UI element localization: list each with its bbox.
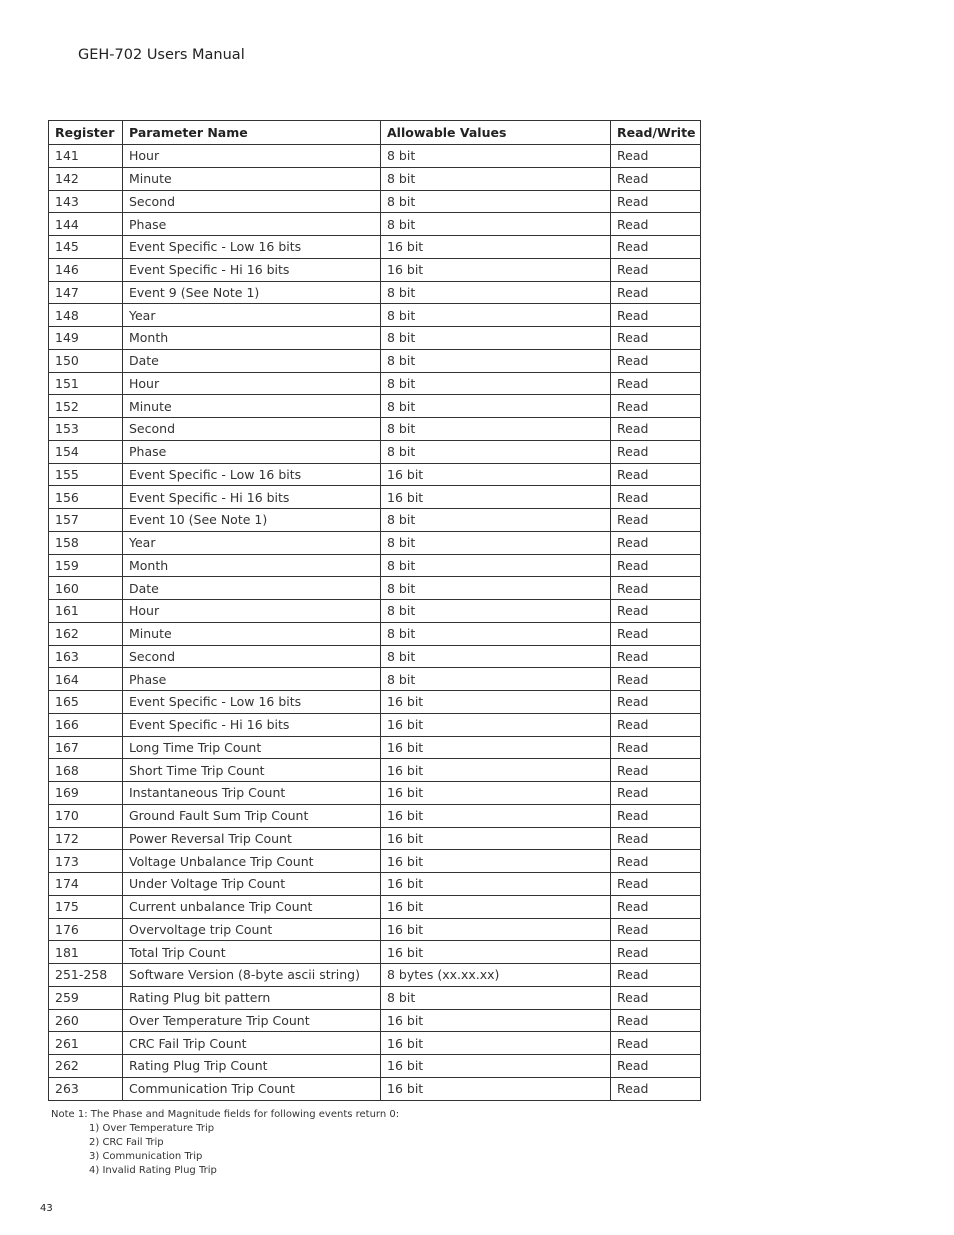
cell-read-write: Read (611, 258, 701, 281)
table-row (49, 236, 701, 259)
cell-parameter-name: Second (123, 418, 381, 441)
cell-allowable-values: 16 bit (381, 691, 611, 714)
cell-parameter-name: Month (123, 554, 381, 577)
table-row (49, 782, 701, 805)
cell-parameter-name: Phase (123, 213, 381, 236)
notes-section (51, 1108, 399, 1178)
cell-parameter-name: Over Temperature Trip Count (123, 1009, 381, 1032)
cell-parameter-name: Minute (123, 395, 381, 418)
column-header-parameter-name: Parameter Name (123, 121, 381, 145)
cell-allowable-values: 16 bit (381, 736, 611, 759)
register-table (48, 120, 701, 1101)
cell-parameter-name: Hour (123, 145, 381, 168)
cell-read-write: Read (611, 463, 701, 486)
cell-read-write: Read (611, 918, 701, 941)
cell-read-write: Read (611, 622, 701, 645)
page-number: 43 (40, 1203, 53, 1214)
cell-allowable-values: 8 bit (381, 145, 611, 168)
cell-allowable-values: 8 bit (381, 418, 611, 441)
table-row (49, 509, 701, 532)
table-row (49, 873, 701, 896)
cell-read-write: Read (611, 759, 701, 782)
cell-allowable-values: 16 bit (381, 236, 611, 259)
cell-register: 166 (49, 713, 123, 736)
cell-read-write: Read (611, 1055, 701, 1078)
cell-register: 148 (49, 304, 123, 327)
table-row (49, 713, 701, 736)
table-row (49, 1032, 701, 1055)
table-row (49, 804, 701, 827)
table-row (49, 1009, 701, 1032)
cell-allowable-values: 16 bit (381, 782, 611, 805)
cell-allowable-values: 8 bit (381, 509, 611, 532)
column-header-read-write: Read/Write (611, 121, 701, 145)
table-row (49, 691, 701, 714)
table-header-row (49, 121, 701, 145)
cell-register: 153 (49, 418, 123, 441)
cell-register: 165 (49, 691, 123, 714)
cell-read-write: Read (611, 804, 701, 827)
table-row (49, 349, 701, 372)
cell-allowable-values: 16 bit (381, 804, 611, 827)
cell-register: 157 (49, 509, 123, 532)
cell-register: 169 (49, 782, 123, 805)
cell-register: 263 (49, 1077, 123, 1100)
cell-register: 154 (49, 440, 123, 463)
table-row (49, 327, 701, 350)
cell-allowable-values: 16 bit (381, 713, 611, 736)
cell-register: 163 (49, 645, 123, 668)
table-row (49, 1055, 701, 1078)
table-row (49, 281, 701, 304)
table-row (49, 622, 701, 645)
cell-register: 146 (49, 258, 123, 281)
cell-read-write: Read (611, 986, 701, 1009)
cell-read-write: Read (611, 486, 701, 509)
cell-read-write: Read (611, 554, 701, 577)
page-header-title: GEH-702 Users Manual (78, 47, 245, 63)
cell-register: 155 (49, 463, 123, 486)
table-row (49, 941, 701, 964)
cell-read-write: Read (611, 577, 701, 600)
cell-parameter-name: Software Version (8-byte ascii string) (123, 964, 381, 987)
cell-allowable-values: 8 bit (381, 645, 611, 668)
cell-read-write: Read (611, 713, 701, 736)
cell-parameter-name: Overvoltage trip Count (123, 918, 381, 941)
table-row (49, 827, 701, 850)
cell-register: 174 (49, 873, 123, 896)
cell-read-write: Read (611, 349, 701, 372)
note-item: 1) Over Temperature Trip (89, 1123, 215, 1134)
table-row (49, 258, 701, 281)
cell-register: 144 (49, 213, 123, 236)
cell-register: 161 (49, 600, 123, 623)
cell-allowable-values: 8 bit (381, 213, 611, 236)
cell-allowable-values: 16 bit (381, 258, 611, 281)
cell-register: 175 (49, 895, 123, 918)
table-row (49, 463, 701, 486)
cell-allowable-values: 8 bit (381, 327, 611, 350)
cell-read-write: Read (611, 782, 701, 805)
cell-allowable-values: 16 bit (381, 918, 611, 941)
cell-register: 156 (49, 486, 123, 509)
cell-allowable-values: 8 bit (381, 600, 611, 623)
cell-read-write: Read (611, 1077, 701, 1100)
cell-allowable-values: 16 bit (381, 873, 611, 896)
cell-allowable-values: 8 bit (381, 986, 611, 1009)
cell-parameter-name: CRC Fail Trip Count (123, 1032, 381, 1055)
table-row (49, 418, 701, 441)
table-row (49, 850, 701, 873)
table-row (49, 577, 701, 600)
cell-register: 143 (49, 190, 123, 213)
cell-read-write: Read (611, 668, 701, 691)
cell-parameter-name: Minute (123, 622, 381, 645)
cell-register: 170 (49, 804, 123, 827)
cell-read-write: Read (611, 873, 701, 896)
note-item: 3) Communication Trip (89, 1151, 203, 1162)
cell-read-write: Read (611, 509, 701, 532)
cell-parameter-name: Short Time Trip Count (123, 759, 381, 782)
cell-read-write: Read (611, 236, 701, 259)
table-body (49, 145, 701, 1101)
table-row (49, 645, 701, 668)
table-row (49, 190, 701, 213)
cell-register: 151 (49, 372, 123, 395)
cell-parameter-name: Month (123, 327, 381, 350)
cell-register: 167 (49, 736, 123, 759)
cell-allowable-values: 8 bit (381, 167, 611, 190)
cell-read-write: Read (611, 167, 701, 190)
cell-register: 149 (49, 327, 123, 350)
cell-register: 159 (49, 554, 123, 577)
table-row (49, 372, 701, 395)
cell-register: 168 (49, 759, 123, 782)
cell-read-write: Read (611, 827, 701, 850)
cell-parameter-name: Communication Trip Count (123, 1077, 381, 1100)
table-row (49, 1077, 701, 1100)
cell-parameter-name: Date (123, 577, 381, 600)
cell-parameter-name: Year (123, 531, 381, 554)
cell-read-write: Read (611, 190, 701, 213)
cell-parameter-name: Under Voltage Trip Count (123, 873, 381, 896)
cell-register: 147 (49, 281, 123, 304)
cell-register: 164 (49, 668, 123, 691)
cell-register: 251-258 (49, 964, 123, 987)
cell-parameter-name: Event Specific - Low 16 bits (123, 463, 381, 486)
table-row (49, 304, 701, 327)
note-item: 4) Invalid Rating Plug Trip (89, 1165, 217, 1176)
cell-allowable-values: 16 bit (381, 1009, 611, 1032)
cell-register: 181 (49, 941, 123, 964)
cell-allowable-values: 8 bit (381, 395, 611, 418)
cell-allowable-values: 8 bit (381, 372, 611, 395)
table-row (49, 964, 701, 987)
cell-allowable-values: 16 bit (381, 759, 611, 782)
cell-parameter-name: Event Specific - Low 16 bits (123, 691, 381, 714)
cell-read-write: Read (611, 941, 701, 964)
cell-read-write: Read (611, 964, 701, 987)
cell-allowable-values: 16 bit (381, 1055, 611, 1078)
cell-read-write: Read (611, 850, 701, 873)
cell-read-write: Read (611, 1009, 701, 1032)
cell-parameter-name: Ground Fault Sum Trip Count (123, 804, 381, 827)
cell-register: 176 (49, 918, 123, 941)
cell-read-write: Read (611, 1032, 701, 1055)
cell-read-write: Read (611, 645, 701, 668)
cell-register: 173 (49, 850, 123, 873)
table-row (49, 918, 701, 941)
cell-parameter-name: Event Specific - Hi 16 bits (123, 258, 381, 281)
cell-register: 262 (49, 1055, 123, 1078)
cell-allowable-values: 8 bit (381, 622, 611, 645)
cell-allowable-values: 8 bit (381, 304, 611, 327)
table-row (49, 668, 701, 691)
cell-parameter-name: Event Specific - Hi 16 bits (123, 486, 381, 509)
cell-allowable-values: 16 bit (381, 463, 611, 486)
cell-parameter-name: Event Specific - Hi 16 bits (123, 713, 381, 736)
cell-read-write: Read (611, 281, 701, 304)
cell-read-write: Read (611, 418, 701, 441)
cell-allowable-values: 8 bit (381, 440, 611, 463)
cell-parameter-name: Second (123, 190, 381, 213)
cell-register: 150 (49, 349, 123, 372)
cell-allowable-values: 16 bit (381, 827, 611, 850)
cell-read-write: Read (611, 895, 701, 918)
cell-parameter-name: Long Time Trip Count (123, 736, 381, 759)
table-row (49, 395, 701, 418)
cell-allowable-values: 16 bit (381, 1077, 611, 1100)
cell-read-write: Read (611, 327, 701, 350)
cell-register: 152 (49, 395, 123, 418)
cell-register: 162 (49, 622, 123, 645)
cell-allowable-values: 8 bit (381, 531, 611, 554)
table-row (49, 554, 701, 577)
cell-allowable-values: 8 bit (381, 668, 611, 691)
column-header-register: Register (49, 121, 123, 145)
cell-read-write: Read (611, 736, 701, 759)
cell-register: 259 (49, 986, 123, 1009)
cell-parameter-name: Voltage Unbalance Trip Count (123, 850, 381, 873)
cell-parameter-name: Rating Plug bit pattern (123, 986, 381, 1009)
cell-read-write: Read (611, 531, 701, 554)
cell-parameter-name: Phase (123, 668, 381, 691)
cell-register: 142 (49, 167, 123, 190)
cell-parameter-name: Hour (123, 600, 381, 623)
cell-allowable-values: 16 bit (381, 486, 611, 509)
note-item: 2) CRC Fail Trip (89, 1137, 164, 1148)
cell-allowable-values: 8 bytes (xx.xx.xx) (381, 964, 611, 987)
cell-parameter-name: Total Trip Count (123, 941, 381, 964)
cell-parameter-name: Rating Plug Trip Count (123, 1055, 381, 1078)
cell-read-write: Read (611, 213, 701, 236)
cell-read-write: Read (611, 145, 701, 168)
column-header-allowable-values: Allowable Values (381, 121, 611, 145)
table-row (49, 486, 701, 509)
table-row (49, 213, 701, 236)
cell-parameter-name: Event 9 (See Note 1) (123, 281, 381, 304)
table-row (49, 167, 701, 190)
cell-read-write: Read (611, 304, 701, 327)
cell-allowable-values: 16 bit (381, 941, 611, 964)
cell-parameter-name: Date (123, 349, 381, 372)
note-intro: Note 1: The Phase and Magnitude fields for following events return 0: (51, 1109, 400, 1120)
cell-allowable-values: 8 bit (381, 349, 611, 372)
cell-parameter-name: Phase (123, 440, 381, 463)
cell-register: 172 (49, 827, 123, 850)
cell-allowable-values: 16 bit (381, 895, 611, 918)
cell-read-write: Read (611, 395, 701, 418)
cell-parameter-name: Second (123, 645, 381, 668)
cell-parameter-name: Event 10 (See Note 1) (123, 509, 381, 532)
cell-allowable-values: 16 bit (381, 850, 611, 873)
cell-allowable-values: 8 bit (381, 190, 611, 213)
cell-allowable-values: 8 bit (381, 554, 611, 577)
cell-read-write: Read (611, 600, 701, 623)
cell-allowable-values: 8 bit (381, 281, 611, 304)
cell-register: 261 (49, 1032, 123, 1055)
table-row (49, 145, 701, 168)
cell-parameter-name: Instantaneous Trip Count (123, 782, 381, 805)
cell-read-write: Read (611, 691, 701, 714)
table-row (49, 759, 701, 782)
cell-parameter-name: Current unbalance Trip Count (123, 895, 381, 918)
cell-register: 145 (49, 236, 123, 259)
cell-allowable-values: 8 bit (381, 577, 611, 600)
cell-parameter-name: Minute (123, 167, 381, 190)
cell-register: 158 (49, 531, 123, 554)
cell-parameter-name: Power Reversal Trip Count (123, 827, 381, 850)
table-row (49, 531, 701, 554)
table-row (49, 895, 701, 918)
table-row (49, 440, 701, 463)
cell-allowable-values: 16 bit (381, 1032, 611, 1055)
cell-read-write: Read (611, 372, 701, 395)
table-row (49, 600, 701, 623)
cell-parameter-name: Year (123, 304, 381, 327)
table-row (49, 736, 701, 759)
cell-parameter-name: Event Specific - Low 16 bits (123, 236, 381, 259)
cell-register: 160 (49, 577, 123, 600)
table-row (49, 986, 701, 1009)
cell-read-write: Read (611, 440, 701, 463)
cell-register: 141 (49, 145, 123, 168)
cell-register: 260 (49, 1009, 123, 1032)
cell-parameter-name: Hour (123, 372, 381, 395)
